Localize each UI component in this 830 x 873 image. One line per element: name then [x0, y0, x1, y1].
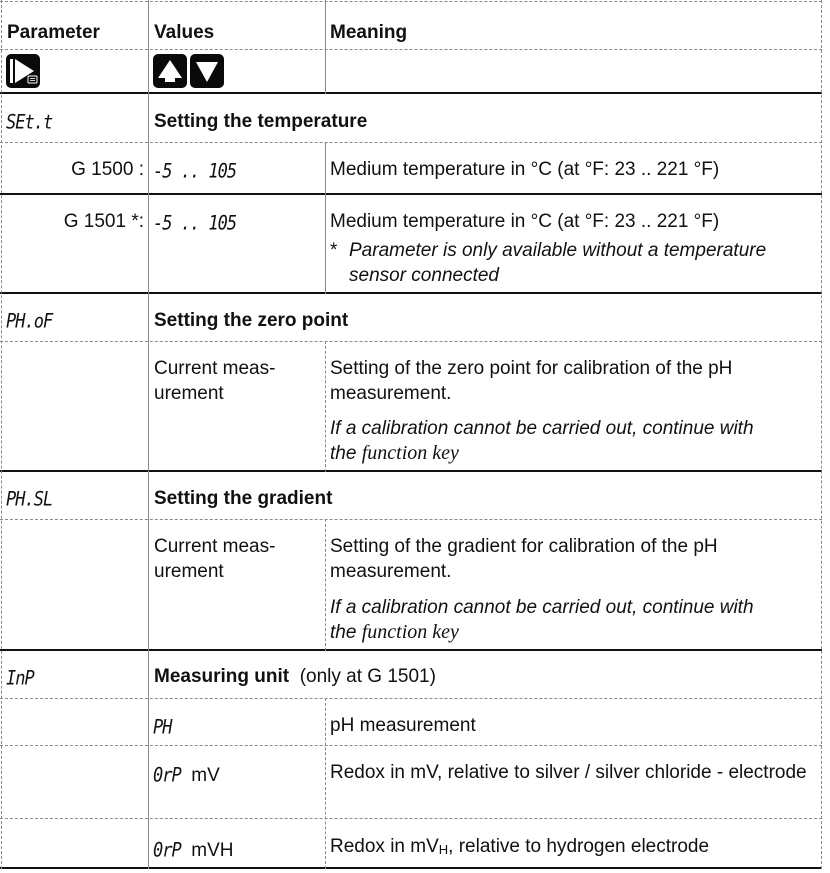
- param-code-measuring-unit: InP: [6, 667, 34, 691]
- value-unit-orp-mvh: 0rP mVH: [153, 839, 234, 863]
- row-divider: [0, 193, 822, 195]
- column-divider-2: [325, 519, 326, 651]
- value-current-measurement: Current meas- urement: [154, 536, 276, 582]
- section-title-gradient: Setting the gradient: [154, 488, 333, 509]
- footnote-text: Parameter is only available without a temperature sensor connected: [349, 240, 767, 286]
- section-title-zero-point: Setting the zero point: [154, 310, 349, 331]
- calibration-hint: If a calibration cannot be carried out, continue with the function key: [330, 418, 754, 464]
- device-label-g1501: G 1501 *:: [63, 211, 144, 232]
- row-divider: [0, 519, 822, 520]
- header-values: Values: [154, 22, 215, 43]
- function-key-reference: function key: [361, 621, 459, 643]
- column-divider-2: [325, 698, 326, 869]
- footnote: [330, 238, 820, 288]
- meaning-text: Setting of the zero point for calibration of the pH measurement.: [330, 358, 733, 404]
- row-divider: [0, 142, 822, 143]
- section-divider: [0, 292, 822, 294]
- value-range: -5 .. 105: [153, 212, 237, 236]
- section-divider: [0, 470, 822, 472]
- param-code-gradient: PH.SL: [6, 488, 53, 512]
- meaning-text: Medium temperature in °C (at °F: 23 .. 221 °F): [330, 211, 720, 232]
- column-divider-1: [148, 0, 149, 869]
- column-divider-2: [325, 142, 326, 294]
- values-keys-cell: [153, 54, 227, 88]
- meaning-text: Setting of the gradient for calibration of the pH measurement.: [330, 536, 718, 582]
- table-right-border: [821, 0, 822, 869]
- column-divider-2: [325, 0, 326, 94]
- meaning-text: pH measurement: [330, 715, 476, 736]
- row-divider: [0, 698, 822, 699]
- param-code-set-temperature: SEt.t: [6, 111, 53, 135]
- section-title-measuring-unit: Measuring unit (only at G 1501): [154, 666, 436, 687]
- parameter-key-cell: [6, 54, 43, 88]
- section-divider: [0, 649, 822, 651]
- footnote-star: *: [330, 240, 338, 261]
- meaning-text: Redox in mV, relative to silver / silver chloride - electrode: [330, 762, 807, 783]
- function-key-icon: [6, 54, 40, 88]
- header-parameter: Parameter: [7, 22, 100, 43]
- function-key-reference: function key: [361, 442, 459, 464]
- calibration-hint: If a calibration cannot be carried out, continue with the function key: [330, 597, 754, 643]
- value-current-measurement: Current meas- urement: [154, 358, 276, 404]
- meaning-text: Redox in $mV_H$, relative to hydrogen electrode: [330, 836, 710, 857]
- down-arrow-key-icon: [190, 54, 224, 88]
- table-left-border: [1, 0, 2, 869]
- header-meaning: Meaning: [330, 22, 408, 43]
- value-unit-orp-mv: 0rP mV: [153, 764, 220, 788]
- column-divider-2: [325, 341, 326, 472]
- up-arrow-key-icon: [153, 54, 187, 88]
- header-divider: [0, 49, 822, 50]
- meaning-text: Medium temperature in °C (at °F: 23 .. 221 °F): [330, 159, 720, 180]
- value-unit-ph: PH: [153, 716, 172, 740]
- table-bottom-border: [0, 867, 822, 869]
- table-top-border: [0, 1, 822, 2]
- row-divider: [0, 745, 822, 746]
- row-divider: [0, 341, 822, 342]
- section-title-temperature: Setting the temperature: [154, 111, 368, 132]
- section-divider: [0, 92, 822, 94]
- value-range: -5 .. 105: [153, 160, 237, 184]
- row-divider: [0, 818, 822, 819]
- param-code-zero-point: PH.oF: [6, 310, 53, 334]
- device-label-g1500: G 1500 :: [71, 159, 144, 180]
